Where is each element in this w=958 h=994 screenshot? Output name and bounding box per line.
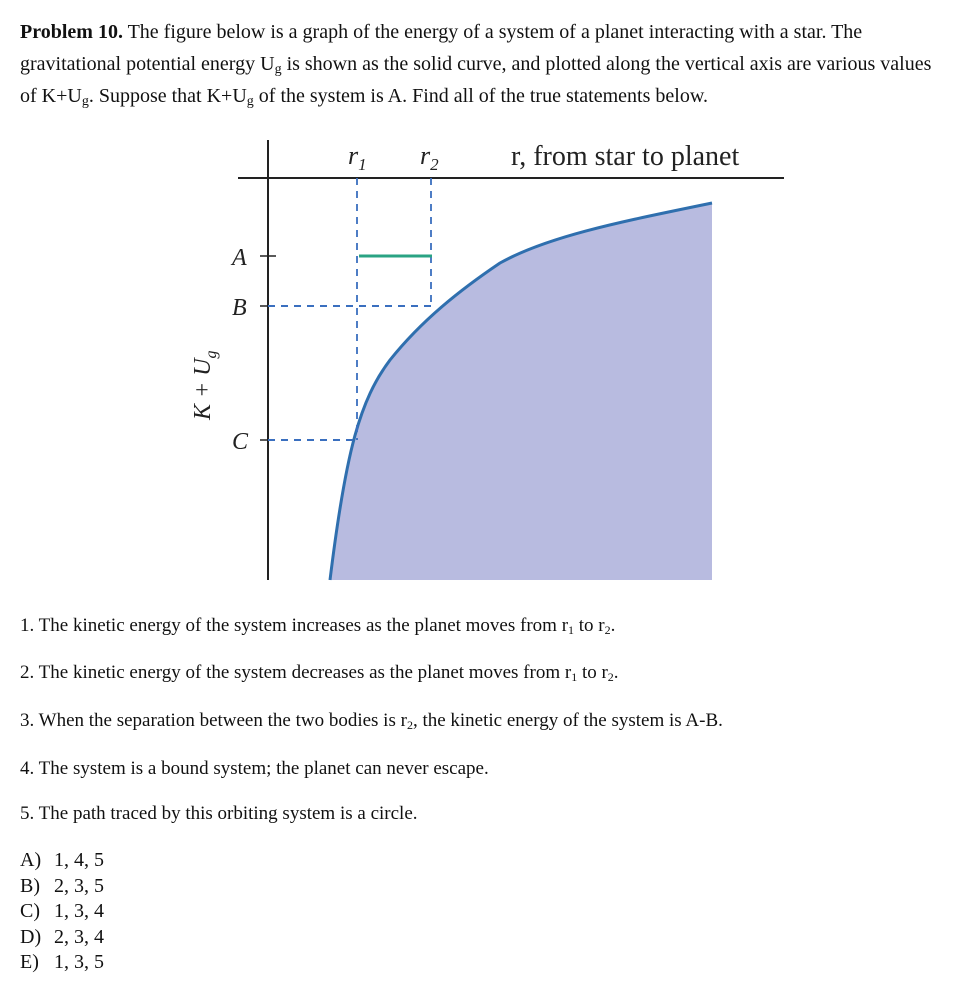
statement-3: 3. When the separation between the two bodies is $r_2$, the kinetic energy of the system is A-B.	[20, 710, 723, 732]
choice-B[interactable]: B) 2, 3, 5	[20, 874, 104, 897]
statement-1: 1. The kinetic energy of the system increases as the planet moves from $r_1$ to $r_2$.	[20, 615, 616, 637]
subscript-g: g	[274, 62, 282, 77]
statement-5: 5. The path traced by this orbiting system is a circle.	[20, 803, 418, 824]
choice-C[interactable]: C) 1, 3, 4	[20, 900, 104, 922]
energy-graph	[170, 130, 790, 585]
subscript-g: g	[81, 94, 89, 109]
r2-label: $r_2$	[420, 141, 439, 174]
problem-text-a: The figure below is a graph of the energy of a system of a planet interacting with a star. The gravitational potential energy U	[20, 21, 863, 75]
problem-text-d: of the system is A. Find all of the true statements below.	[253, 85, 708, 107]
answer-choices	[20, 848, 104, 976]
statement-2: 2. The kinetic energy of the system decreases as the planet moves from $r_1$ to $r_2$.	[20, 662, 619, 684]
problem-label: Problem 10.	[20, 21, 123, 43]
potential-energy-region	[330, 203, 712, 580]
subscript-g: g	[246, 94, 254, 109]
choice-D[interactable]: D) 2, 3, 4	[20, 925, 104, 948]
statement-4: 4. The system is a bound system; the planet can never escape.	[20, 758, 489, 779]
problem-statement	[20, 16, 952, 112]
r1-label: $r_1$	[348, 141, 367, 174]
level-B-label: B	[232, 295, 247, 321]
problem-text-b: is shown as the solid curve, and plotted along the vertical axis are various values of K+U	[20, 53, 932, 107]
y-axis-label: $K + U_g$	[190, 350, 220, 420]
problem-text-c: . Suppose that K+U	[88, 85, 247, 107]
choice-A[interactable]: A) 1, 4, 5	[20, 849, 104, 871]
level-A-label: A	[232, 245, 247, 271]
x-axis-label: r, from star to planet	[511, 141, 740, 172]
level-C-label: C	[232, 429, 249, 455]
choice-E[interactable]: E) 1, 3, 5	[20, 951, 104, 973]
